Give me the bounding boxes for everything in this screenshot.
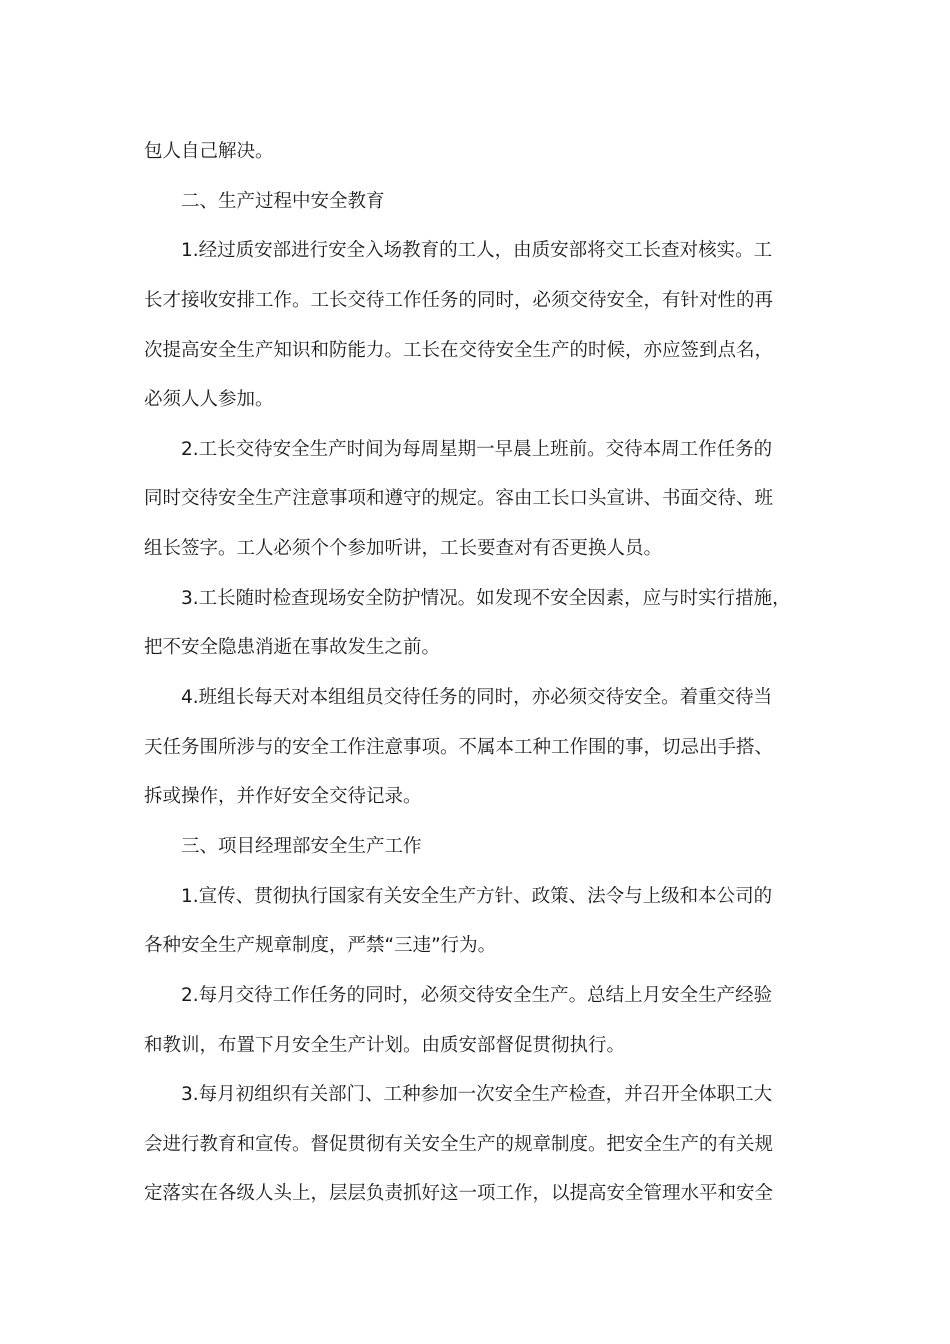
section-heading: 三、项目经理部安全生产工作 [181,835,422,857]
text-line: 次提高安全生产知识和防能力。工长在交待安全生产的时候，亦应签到点名， [144,339,774,361]
text-line: 4.班组长每天对本组组员交待任务的同时，亦必须交待安全。着重交待当 [181,687,773,709]
text-line: 包人自己解决。 [144,141,274,162]
text-line: 同时交待安全生产注意事项和遵守的规定。容由工长口头宣讲、书面交待、班 [144,488,774,510]
text-line: 各种安全生产规章制度，严禁“三违”行为。 [144,935,497,957]
text-line: 把不安全隐患消逝在事故发生之前。 [144,637,441,659]
text-line: 组长签字。工人必须个个参加听讲，工长要查对有否更换人员。 [144,538,663,560]
text-line: 拆或操作，并作好安全交待记录。 [144,786,422,808]
text-line: 3.每月初组织有关部门、工种参加一次安全生产检查，并召开全体职工大 [181,1084,773,1106]
text-line: 3.工长随时检查现场安全防护情况。如发现不安全因素，应与时实行措施， [181,587,791,609]
text-line: 天任务围所涉与的安全工作注意事项。不属本工种工作围的事，切忌出手搭、 [144,736,774,758]
section-heading: 二、生产过程中安全教育 [181,190,385,212]
text-line: 1.宣传、贯彻执行国家有关安全生产方针、政策、法令与上级和本公司的 [181,885,773,907]
text-line: 1.经过质安部进行安全入场教育的工人，由质安部将交工长查对核实。工 [181,240,773,262]
text-line: 2.每月交待工作任务的同时，必须交待安全生产。总结上月安全生产经验 [181,984,773,1006]
document-body [144,127,812,1219]
text-line: 2.工长交待安全生产时间为每周星期一早晨上班前。交待本周工作任务的 [181,438,773,460]
text-line: 长才接收安排工作。工长交待工作任务的同时，必须交待安全，有针对性的再 [144,289,774,311]
text-line: 必须人人参加。 [144,389,274,411]
text-line: 定落实在各级人头上，层层负责抓好这一项工作，以提高安全管理水平和安全 [144,1183,774,1205]
text-line: 会进行教育和宣传。督促贯彻有关安全生产的规章制度。把安全生产的有关规 [144,1133,774,1155]
text-line: 和教训，布置下月安全生产计划。由质安部督促贯彻执行。 [144,1034,626,1056]
